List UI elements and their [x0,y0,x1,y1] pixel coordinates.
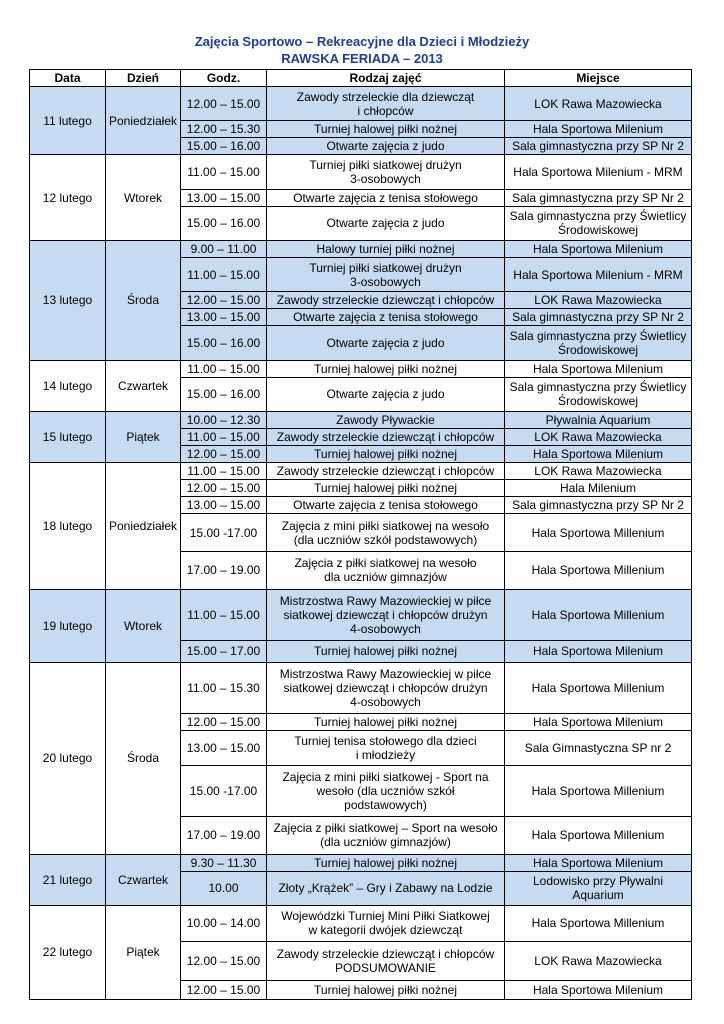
time-cell: 12.00 – 15.00 [181,87,267,121]
activity-cell: Turniej halowej piłki nożnej [267,714,505,731]
time-cell: 11.00 – 15.00 [181,360,267,377]
time-cell: 13.00 – 15.00 [181,189,267,206]
weekday-cell: Czwartek [106,360,181,411]
time-cell: 12.00 – 15.00 [181,714,267,731]
activity-cell: Otwarte zajęcia z tenisa stołowego [267,309,505,326]
time-cell: 13.00 – 15.00 [181,731,267,765]
place-cell: Hala Sportowa Milenium - MRM [505,257,692,291]
place-cell: Hala Sportowa Millenium [505,514,692,552]
place-cell: Hala Sportowa Millenium [505,765,692,816]
place-cell: LOK Rawa Mazowiecka [505,428,692,445]
activity-cell: Zawody strzeleckie dziewcząt i chłopców PODSUMOWANIE [267,941,505,980]
activity-cell: Turniej halowej piłki nożnej [267,480,505,497]
activity-cell: Otwarte zajęcia z judo [267,377,505,411]
weekday-cell: Piątek [106,905,181,999]
activity-cell: Turniej halowej piłki nożnej [267,981,505,1000]
place-cell: Sala Gimnastyczna SP nr 2 [505,731,692,765]
place-cell: Sala gimnastyczna przy Świetlicy Środowiskowej [505,326,692,360]
place-cell: Hala Sportowa Milenium [505,854,692,871]
time-cell: 12.00 – 15.00 [181,941,267,980]
activity-cell: Otwarte zajęcia z judo [267,138,505,155]
time-cell: 17.00 – 19.00 [181,551,267,589]
weekday-cell: Poniedziałek [106,463,181,590]
activity-cell: Turniej halowej piłki nożnej [267,854,505,871]
weekday-cell: Środa [106,240,181,360]
place-cell: Hala Sportowa Millenium [505,551,692,589]
time-cell: 15.00 – 16.00 [181,206,267,240]
activity-cell: Wojewódzki Turniej Mini Piłki Siatkowej w kategorii dwójek dziewcząt [267,905,505,941]
date-cell: 20 lutego [30,663,106,854]
document-title: Zajęcia Sportowo – Rekreacyjne dla Dzieci i Młodzieży [194,34,530,49]
activity-cell: Zajęcia z mini piłki siatkowej na wesoło (dla uczniów szkół podstawowych) [267,514,505,552]
table-row [30,589,692,640]
table-header-row [30,70,692,87]
place-cell: Hala Sportowa Milenium [505,240,692,257]
weekday-cell: Wtorek [106,155,181,240]
time-cell: 11.00 – 15.00 [181,155,267,189]
place-cell: Pływalnia Aquarium [505,411,692,428]
time-cell: 15.00 – 16.00 [181,326,267,360]
place-cell: LOK Rawa Mazowiecka [505,941,692,980]
activity-cell: Zajęcia z piłki siatkowej – Sport na wesoło (dla uczniów gimnazjów) [267,816,505,854]
activity-cell: Turniej piłki siatkowej drużyn 3-osobowych [267,257,505,291]
time-cell: 11.00 – 15.30 [181,663,267,714]
date-cell: 12 lutego [30,155,106,240]
activity-cell: Otwarte zajęcia z judo [267,206,505,240]
document-subtitle: RAWSKA FERIADA – 2013 [281,51,443,66]
place-cell: Hala Sportowa Milenium - MRM [505,155,692,189]
place-cell: Sala gimnastyczna przy SP Nr 2 [505,138,692,155]
time-cell: 15.00 – 16.00 [181,377,267,411]
activity-cell: Zajęcia z mini piłki siatkowej - Sport na wesoło (dla uczniów szkół podstawowych) [267,765,505,816]
weekday-cell: Wtorek [106,589,181,663]
time-cell: 12.00 – 15.30 [181,121,267,138]
header-place: Miejsce [505,70,692,87]
table-row [30,411,692,428]
place-cell: Hala Sportowa Millenium [505,589,692,640]
place-cell: Hala Sportowa Millenium [505,663,692,714]
table-row [30,854,692,871]
place-cell: Sala gimnastyczna przy SP Nr 2 [505,309,692,326]
date-cell: 18 lutego [30,463,106,590]
place-cell: Hala Sportowa Milenium [505,981,692,1000]
header-day: Dzień [106,70,181,87]
time-cell: 15.00 -17.00 [181,765,267,816]
schedule-table [29,69,692,1000]
place-cell: Hala Sportowa Milenium [505,640,692,662]
table-row [30,155,692,189]
date-cell: 15 lutego [30,411,106,462]
place-cell: Sala gimnastyczna przy Świetlicy Środowiskowej [505,377,692,411]
place-cell: Hala Sportowa Milenium [505,121,692,138]
activity-cell: Otwarte zajęcia z tenisa stołowego [267,497,505,514]
activity-cell: Zawody strzeleckie dziewcząt i chłopców [267,463,505,480]
activity-cell: Zajęcia z piłki siatkowej na wesoło dla uczniów gimnazjów [267,551,505,589]
date-cell: 13 lutego [30,240,106,360]
time-cell: 11.00 – 15.00 [181,428,267,445]
activity-cell: Turniej piłki siatkowej drużyn 3-osobowych [267,155,505,189]
time-cell: 10.00 – 14.00 [181,905,267,941]
time-cell: 10.00 – 12.30 [181,411,267,428]
place-cell: LOK Rawa Mazowiecka [505,87,692,121]
table-row [30,905,692,941]
place-cell: Hala Sportowa Milenium [505,360,692,377]
time-cell: 17.00 – 19.00 [181,816,267,854]
time-cell: 15.00 -17.00 [181,514,267,552]
place-cell: Lodowisko przy Pływalni Aquarium [505,871,692,905]
time-cell: 11.00 – 15.00 [181,463,267,480]
date-cell: 19 lutego [30,589,106,663]
table-row [30,87,692,121]
activity-cell: Mistrzostwa Rawy Mazowieckiej w piłce siatkowej dziewcząt i chłopców drużyn 4-osobowych [267,663,505,714]
activity-cell: Zawody strzeleckie dziewcząt i chłopców [267,428,505,445]
time-cell: 15.00 – 16.00 [181,138,267,155]
weekday-cell: Piątek [106,411,181,462]
time-cell: 12.00 – 15.00 [181,981,267,1000]
time-cell: 9.00 – 11.00 [181,240,267,257]
header-activity: Rodzaj zajęć [267,70,505,87]
time-cell: 12.00 – 15.00 [181,445,267,462]
place-cell: Hala Milenium [505,480,692,497]
time-cell: 10.00 [181,871,267,905]
place-cell: Sala gimnastyczna przy SP Nr 2 [505,189,692,206]
weekday-cell: Czwartek [106,854,181,905]
activity-cell: Turniej halowej piłki nożnej [267,360,505,377]
place-cell: Hala Sportowa Millenium [505,816,692,854]
place-cell: Hala Sportowa Milenium [505,714,692,731]
date-cell: 14 lutego [30,360,106,411]
activity-cell: Zawody strzeleckie dla dziewcząt i chłopców [267,87,505,121]
time-cell: 15.00 – 17.00 [181,640,267,662]
place-cell: Sala gimnastyczna przy Świetlicy Środowiskowej [505,206,692,240]
time-cell: 11.00 – 15.00 [181,257,267,291]
place-cell: LOK Rawa Mazowiecka [505,292,692,309]
activity-cell: Turniej halowej piłki nożnej [267,640,505,662]
table-row [30,240,692,257]
activity-cell: Halowy turniej piłki nożnej [267,240,505,257]
activity-cell: Turniej halowej piłki nożnej [267,121,505,138]
activity-cell: Zawody Pływackie [267,411,505,428]
table-row [30,663,692,714]
time-cell: 9.30 – 11.30 [181,854,267,871]
date-cell: 21 lutego [30,854,106,905]
time-cell: 11.00 – 15.00 [181,589,267,640]
activity-cell: Mistrzostwa Rawy Mazowieckiej w piłce siatkowej dziewcząt i chłopców drużyn 4-osobowych [267,589,505,640]
activity-cell: Otwarte zajęcia z judo [267,326,505,360]
table-row [30,360,692,377]
activity-cell: Turniej halowej piłki nożnej [267,445,505,462]
date-cell: 11 lutego [30,87,106,155]
header-date: Data [30,70,106,87]
header-time: Godz. [181,70,267,87]
activity-cell: Turniej tenisa stołowego dla dzieci i młodzieży [267,731,505,765]
activity-cell: Zawody strzeleckie dziewcząt i chłopców [267,292,505,309]
place-cell: Hala Sportowa Millenium [505,905,692,941]
date-cell: 22 lutego [30,905,106,999]
time-cell: 12.00 – 15.00 [181,292,267,309]
place-cell: Sala gimnastyczna przy SP Nr 2 [505,497,692,514]
time-cell: 13.00 – 15.00 [181,497,267,514]
place-cell: LOK Rawa Mazowiecka [505,463,692,480]
activity-cell: Otwarte zajęcia z tenisa stołowego [267,189,505,206]
time-cell: 12.00 – 15.00 [181,480,267,497]
place-cell: Hala Sportowa Milenium [505,445,692,462]
table-row [30,463,692,480]
weekday-cell: Środa [106,663,181,854]
activity-cell: Złoty „Krążek” – Gry i Zabawy na Lodzie [267,871,505,905]
weekday-cell: Poniedziałek [106,87,181,155]
time-cell: 13.00 – 15.00 [181,309,267,326]
